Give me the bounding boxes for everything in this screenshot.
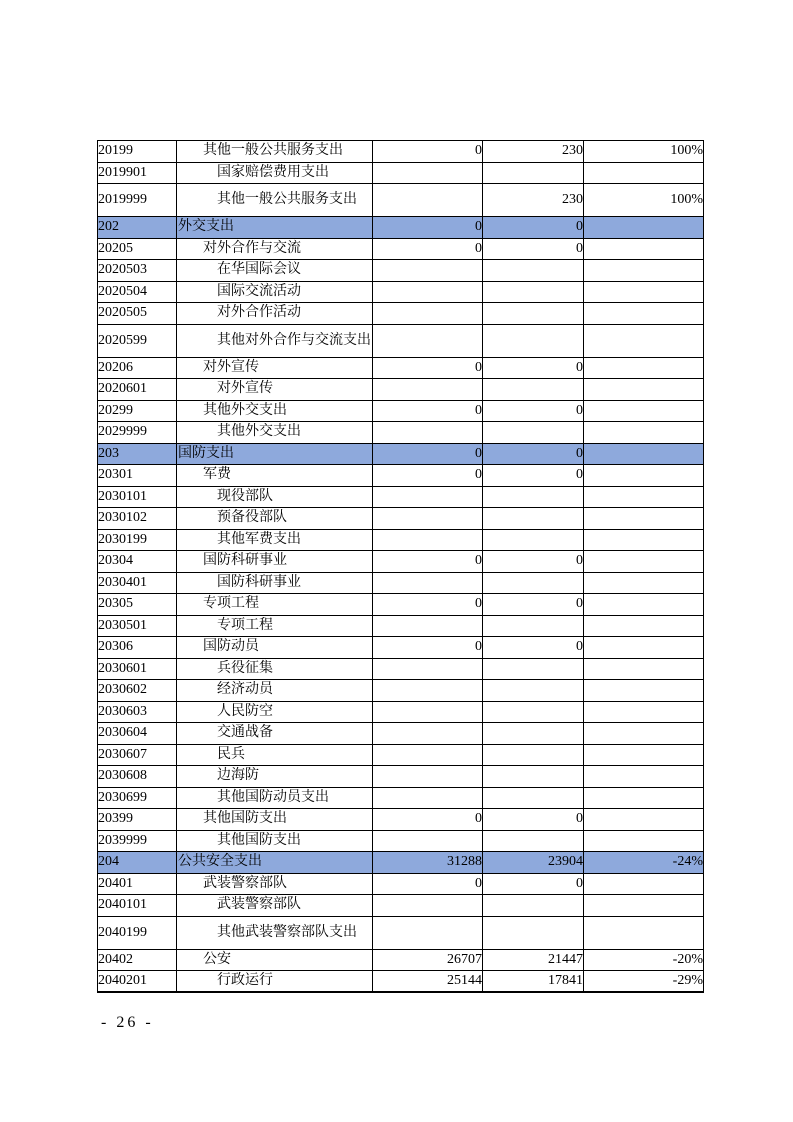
value1-cell (373, 766, 483, 788)
percent-cell (584, 303, 704, 325)
percent-cell: 100% (584, 184, 704, 217)
value1-cell (373, 895, 483, 917)
value1-cell (373, 701, 483, 723)
name-cell: 武装警察部队 (177, 895, 373, 917)
name-cell: 民兵 (177, 744, 373, 766)
name-cell: 国际交流活动 (177, 281, 373, 303)
value1-cell (373, 615, 483, 637)
percent-cell (584, 895, 704, 917)
table-row (98, 281, 704, 303)
value2-cell: 230 (483, 141, 584, 163)
budget-table (97, 140, 704, 993)
value2-cell (483, 324, 584, 357)
percent-cell (584, 443, 704, 465)
value1-cell (373, 916, 483, 949)
code-cell: 2040101 (98, 895, 177, 917)
value1-cell (373, 830, 483, 852)
code-cell: 20399 (98, 809, 177, 831)
table-row (98, 971, 704, 993)
value2-cell: 21447 (483, 949, 584, 971)
value2-cell: 0 (483, 809, 584, 831)
value2-cell: 0 (483, 400, 584, 422)
percent-cell (584, 162, 704, 184)
table-row (98, 217, 704, 239)
table-row (98, 895, 704, 917)
table-row (98, 916, 704, 949)
code-cell: 2039999 (98, 830, 177, 852)
code-cell: 2020599 (98, 324, 177, 357)
value2-cell (483, 895, 584, 917)
percent-cell (584, 658, 704, 680)
name-cell: 兵役征集 (177, 658, 373, 680)
name-cell: 其他武装警察部队支出 (177, 916, 373, 949)
table-row (98, 551, 704, 573)
table-row (98, 615, 704, 637)
percent-cell (584, 486, 704, 508)
code-cell: 2019901 (98, 162, 177, 184)
percent-cell (584, 572, 704, 594)
name-cell: 其他一般公共服务支出 (177, 141, 373, 163)
code-cell: 2019999 (98, 184, 177, 217)
name-cell: 边海防 (177, 766, 373, 788)
code-cell: 2020601 (98, 379, 177, 401)
code-cell: 2030602 (98, 680, 177, 702)
percent-cell (584, 723, 704, 745)
name-cell: 军费 (177, 465, 373, 487)
value2-cell (483, 572, 584, 594)
code-cell: 20299 (98, 400, 177, 422)
name-cell: 交通战备 (177, 723, 373, 745)
name-cell: 经济动员 (177, 680, 373, 702)
code-cell: 2030604 (98, 723, 177, 745)
value1-cell (373, 508, 483, 530)
value2-cell: 0 (483, 873, 584, 895)
value2-cell: 0 (483, 238, 584, 260)
code-cell: 20306 (98, 637, 177, 659)
percent-cell (584, 766, 704, 788)
percent-cell (584, 508, 704, 530)
table-row (98, 852, 704, 874)
value1-cell (373, 572, 483, 594)
table-row (98, 809, 704, 831)
percent-cell: 100% (584, 141, 704, 163)
value1-cell (373, 260, 483, 282)
page-number: - 26 - (101, 1014, 154, 1031)
table-row (98, 529, 704, 551)
percent-cell (584, 637, 704, 659)
code-cell: 2030401 (98, 572, 177, 594)
table-row (98, 303, 704, 325)
table-row (98, 162, 704, 184)
value1-cell: 0 (373, 594, 483, 616)
percent-cell (584, 465, 704, 487)
code-cell: 2040199 (98, 916, 177, 949)
name-cell: 行政运行 (177, 971, 373, 993)
percent-cell (584, 217, 704, 239)
value2-cell: 0 (483, 594, 584, 616)
value1-cell: 0 (373, 465, 483, 487)
code-cell: 20304 (98, 551, 177, 573)
name-cell: 公安 (177, 949, 373, 971)
name-cell: 专项工程 (177, 615, 373, 637)
percent-cell (584, 260, 704, 282)
code-cell: 2030603 (98, 701, 177, 723)
value2-cell (483, 303, 584, 325)
name-cell: 国防科研事业 (177, 572, 373, 594)
code-cell: 2030607 (98, 744, 177, 766)
code-cell: 2030608 (98, 766, 177, 788)
percent-cell: -24% (584, 852, 704, 874)
table-row (98, 508, 704, 530)
name-cell: 其他国防动员支出 (177, 787, 373, 809)
value1-cell (373, 658, 483, 680)
percent-cell (584, 529, 704, 551)
percent-cell (584, 594, 704, 616)
name-cell: 其他外交支出 (177, 422, 373, 444)
percent-cell (584, 551, 704, 573)
value1-cell: 31288 (373, 852, 483, 874)
code-cell: 20206 (98, 357, 177, 379)
name-cell: 预备役部队 (177, 508, 373, 530)
value2-cell (483, 658, 584, 680)
name-cell: 国防科研事业 (177, 551, 373, 573)
code-cell: 2030699 (98, 787, 177, 809)
percent-cell (584, 787, 704, 809)
value1-cell (373, 680, 483, 702)
table-row (98, 357, 704, 379)
code-cell: 2020503 (98, 260, 177, 282)
table-row (98, 873, 704, 895)
name-cell: 现役部队 (177, 486, 373, 508)
code-cell: 20401 (98, 873, 177, 895)
table-row (98, 787, 704, 809)
table-row (98, 324, 704, 357)
value2-cell: 0 (483, 217, 584, 239)
table-row (98, 680, 704, 702)
value1-cell: 0 (373, 357, 483, 379)
value1-cell: 0 (373, 238, 483, 260)
table-row (98, 723, 704, 745)
table-row (98, 658, 704, 680)
code-cell: 2030501 (98, 615, 177, 637)
value1-cell (373, 422, 483, 444)
value1-cell: 0 (373, 141, 483, 163)
percent-cell (584, 916, 704, 949)
name-cell: 武装警察部队 (177, 873, 373, 895)
name-cell: 国防支出 (177, 443, 373, 465)
code-cell: 2030102 (98, 508, 177, 530)
value1-cell: 0 (373, 873, 483, 895)
value1-cell (373, 324, 483, 357)
percent-cell: -20% (584, 949, 704, 971)
table-row (98, 184, 704, 217)
percent-cell (584, 744, 704, 766)
value2-cell (483, 422, 584, 444)
table-row (98, 443, 704, 465)
name-cell: 对外合作与交流 (177, 238, 373, 260)
value2-cell (483, 744, 584, 766)
value1-cell (373, 184, 483, 217)
name-cell: 国防动员 (177, 637, 373, 659)
percent-cell (584, 873, 704, 895)
value2-cell (483, 615, 584, 637)
value2-cell: 23904 (483, 852, 584, 874)
value2-cell (483, 680, 584, 702)
table-row (98, 486, 704, 508)
table-row (98, 400, 704, 422)
name-cell: 其他军费支出 (177, 529, 373, 551)
code-cell: 20402 (98, 949, 177, 971)
value2-cell (483, 723, 584, 745)
code-cell: 2040201 (98, 971, 177, 993)
table-row (98, 744, 704, 766)
table-row (98, 594, 704, 616)
value2-cell (483, 486, 584, 508)
percent-cell (584, 701, 704, 723)
percent-cell (584, 238, 704, 260)
table-row (98, 260, 704, 282)
percent-cell (584, 615, 704, 637)
percent-cell (584, 680, 704, 702)
name-cell: 对外宣传 (177, 379, 373, 401)
value1-cell (373, 486, 483, 508)
code-cell: 2030101 (98, 486, 177, 508)
table-row (98, 379, 704, 401)
table-row (98, 949, 704, 971)
code-cell: 2030601 (98, 658, 177, 680)
percent-cell (584, 324, 704, 357)
value2-cell: 0 (483, 357, 584, 379)
value2-cell: 0 (483, 551, 584, 573)
value1-cell (373, 529, 483, 551)
name-cell: 人民防空 (177, 701, 373, 723)
percent-cell (584, 379, 704, 401)
table-row (98, 830, 704, 852)
value2-cell (483, 787, 584, 809)
name-cell: 外交支出 (177, 217, 373, 239)
value1-cell: 0 (373, 217, 483, 239)
value1-cell: 26707 (373, 949, 483, 971)
value1-cell: 25144 (373, 971, 483, 993)
value2-cell (483, 379, 584, 401)
table-row (98, 141, 704, 163)
percent-cell (584, 357, 704, 379)
percent-cell (584, 422, 704, 444)
name-cell: 对外合作活动 (177, 303, 373, 325)
value1-cell (373, 303, 483, 325)
value1-cell: 0 (373, 809, 483, 831)
name-cell: 国家赔偿费用支出 (177, 162, 373, 184)
name-cell: 公共安全支出 (177, 852, 373, 874)
value1-cell: 0 (373, 400, 483, 422)
value2-cell (483, 701, 584, 723)
code-cell: 2030199 (98, 529, 177, 551)
name-cell: 其他外交支出 (177, 400, 373, 422)
budget-table-body (98, 141, 704, 993)
value1-cell: 0 (373, 551, 483, 573)
value1-cell (373, 281, 483, 303)
code-cell: 2020505 (98, 303, 177, 325)
table-row (98, 701, 704, 723)
name-cell: 其他国防支出 (177, 809, 373, 831)
code-cell: 202 (98, 217, 177, 239)
value1-cell: 0 (373, 443, 483, 465)
percent-cell (584, 400, 704, 422)
percent-cell (584, 809, 704, 831)
name-cell: 对外宣传 (177, 357, 373, 379)
value1-cell (373, 787, 483, 809)
name-cell: 其他国防支出 (177, 830, 373, 852)
value2-cell (483, 508, 584, 530)
code-cell: 204 (98, 852, 177, 874)
value2-cell (483, 916, 584, 949)
name-cell: 其他一般公共服务支出 (177, 184, 373, 217)
value2-cell (483, 162, 584, 184)
percent-cell (584, 281, 704, 303)
value2-cell: 0 (483, 637, 584, 659)
value2-cell (483, 830, 584, 852)
value1-cell (373, 379, 483, 401)
table-row (98, 422, 704, 444)
code-cell: 2020504 (98, 281, 177, 303)
value2-cell (483, 529, 584, 551)
table-row (98, 637, 704, 659)
value1-cell (373, 723, 483, 745)
value1-cell (373, 744, 483, 766)
percent-cell: -29% (584, 971, 704, 993)
value2-cell (483, 260, 584, 282)
value2-cell: 17841 (483, 971, 584, 993)
code-cell: 20305 (98, 594, 177, 616)
value2-cell: 230 (483, 184, 584, 217)
table-row (98, 465, 704, 487)
name-cell: 其他对外合作与交流支出 (177, 324, 373, 357)
name-cell: 专项工程 (177, 594, 373, 616)
percent-cell (584, 830, 704, 852)
code-cell: 20301 (98, 465, 177, 487)
code-cell: 20199 (98, 141, 177, 163)
table-row (98, 572, 704, 594)
value2-cell: 0 (483, 465, 584, 487)
code-cell: 20205 (98, 238, 177, 260)
code-cell: 203 (98, 443, 177, 465)
code-cell: 2029999 (98, 422, 177, 444)
value2-cell (483, 766, 584, 788)
name-cell: 在华国际会议 (177, 260, 373, 282)
value2-cell: 0 (483, 443, 584, 465)
value2-cell (483, 281, 584, 303)
table-row (98, 238, 704, 260)
value1-cell (373, 162, 483, 184)
table-row (98, 766, 704, 788)
value1-cell: 0 (373, 637, 483, 659)
